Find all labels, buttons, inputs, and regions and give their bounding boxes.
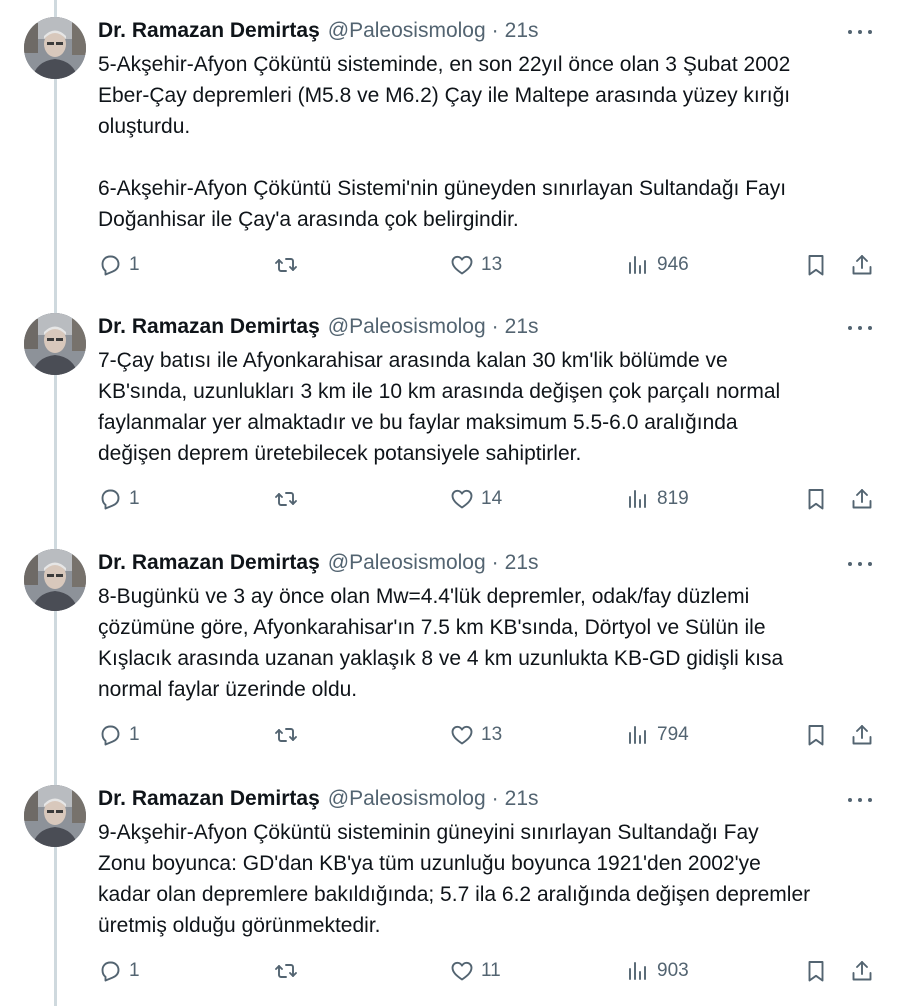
action-bar <box>98 484 888 514</box>
more-dot <box>858 30 862 34</box>
reply-icon <box>98 723 122 747</box>
bookmark-button[interactable] <box>804 250 828 280</box>
like-count: 14 <box>481 488 503 509</box>
avatar-image <box>24 313 86 375</box>
reply-count: 1 <box>129 488 140 509</box>
bookmark-icon <box>804 487 828 511</box>
tweet-header <box>98 784 539 814</box>
like-button[interactable] <box>450 720 502 750</box>
avatar-image <box>24 17 86 79</box>
avatar[interactable] <box>24 549 86 611</box>
more-dot <box>848 798 852 802</box>
like-button[interactable] <box>450 956 501 986</box>
author-name[interactable]: Dr. Ramazan Demirtaş <box>98 787 320 810</box>
more-dot <box>858 798 862 802</box>
tweet-header <box>98 312 539 342</box>
author-name[interactable]: Dr. Ramazan Demirtaş <box>98 19 320 42</box>
bookmark-icon <box>804 723 828 747</box>
reply-icon <box>98 959 122 983</box>
tweet-paragraph: 9-Akşehir-Afyon Çöküntü sisteminin güneyini sınırlayan Sultandağı Fay Zonu boyunca: GD'dan KB'ya tüm uzunluğu boyunca 1921'den 2002'ye kadar olan depremlere bakıldığında; 5.7 ila 6.2 aralığında değişen depremler üretmiş olduğu görünmektedir. <box>98 821 811 937</box>
timestamp[interactable]: 21s <box>504 787 539 810</box>
views-count: 903 <box>657 960 689 981</box>
bookmark-button[interactable] <box>804 484 828 514</box>
bookmark-icon <box>804 959 828 983</box>
more-dot <box>868 562 872 566</box>
reply-button[interactable] <box>98 956 140 986</box>
separator-dot: · <box>491 551 499 574</box>
more-dot <box>848 562 852 566</box>
reply-count: 1 <box>129 254 140 275</box>
retweet-icon <box>274 487 298 511</box>
action-bar <box>98 250 888 280</box>
author-handle[interactable]: @Paleosismolog <box>327 19 486 42</box>
avatar[interactable] <box>24 17 86 79</box>
views-icon <box>626 959 650 983</box>
like-button[interactable] <box>450 484 502 514</box>
share-button[interactable] <box>850 484 874 514</box>
bookmark-button[interactable] <box>804 720 828 750</box>
heart-icon <box>450 959 474 983</box>
tweet[interactable] <box>0 0 902 296</box>
timestamp[interactable]: 21s <box>504 19 539 42</box>
tweet-text <box>98 49 888 235</box>
more-dot <box>868 30 872 34</box>
share-button[interactable] <box>850 720 874 750</box>
more-icon[interactable] <box>848 554 872 574</box>
reply-button[interactable] <box>98 484 140 514</box>
more-dot <box>858 562 862 566</box>
avatar[interactable] <box>24 785 86 847</box>
tweet[interactable] <box>0 296 902 532</box>
more-dot <box>868 798 872 802</box>
reply-button[interactable] <box>98 250 140 280</box>
views-button[interactable] <box>626 250 689 280</box>
retweet-button[interactable] <box>274 720 305 750</box>
share-icon <box>850 253 874 277</box>
action-bar <box>98 720 888 750</box>
tweet-text <box>98 581 888 705</box>
heart-icon <box>450 253 474 277</box>
share-button[interactable] <box>850 250 874 280</box>
tweet[interactable] <box>0 532 902 768</box>
views-icon <box>626 253 650 277</box>
separator-dot: · <box>491 787 499 810</box>
reply-icon <box>98 253 122 277</box>
retweet-button[interactable] <box>274 484 305 514</box>
heart-icon <box>450 487 474 511</box>
timestamp[interactable]: 21s <box>504 551 539 574</box>
tweet-header <box>98 16 539 46</box>
views-icon <box>626 487 650 511</box>
more-icon[interactable] <box>848 318 872 338</box>
tweet-header <box>98 548 539 578</box>
tweet-text <box>98 817 888 941</box>
views-count: 819 <box>657 488 689 509</box>
like-button[interactable] <box>450 250 502 280</box>
retweet-icon <box>274 253 298 277</box>
reply-button[interactable] <box>98 720 140 750</box>
author-handle[interactable]: @Paleosismolog <box>327 551 486 574</box>
retweet-icon <box>274 959 298 983</box>
share-button[interactable] <box>850 956 874 986</box>
tweet[interactable] <box>0 768 902 1006</box>
avatar-image <box>24 549 86 611</box>
like-count: 13 <box>481 724 503 745</box>
share-icon <box>850 723 874 747</box>
separator-dot: · <box>491 315 499 338</box>
tweet-paragraph: 6-Akşehir-Afyon Çöküntü Sistemi'nin güneyden sınırlayan Sultandağı Fayı Doğanhisar ile Çay'a arasında çok belirgindir. <box>98 177 787 231</box>
share-icon <box>850 959 874 983</box>
tweet-text <box>98 345 888 469</box>
author-name[interactable]: Dr. Ramazan Demirtaş <box>98 551 320 574</box>
like-count: 13 <box>481 254 503 275</box>
views-button[interactable] <box>626 484 689 514</box>
views-icon <box>626 723 650 747</box>
timestamp[interactable]: 21s <box>504 315 539 338</box>
author-name[interactable]: Dr. Ramazan Demirtaş <box>98 315 320 338</box>
more-dot <box>868 326 872 330</box>
tweet-paragraph: 5-Akşehir-Afyon Çöküntü sisteminde, en son 22yıl önce olan 3 Şubat 2002 Eber-Çay depremleri (M5.8 ve M6.2) Çay ile Maltepe arasında yüzey kırığı oluşturdu. <box>98 53 791 138</box>
avatar-image <box>24 785 86 847</box>
share-icon <box>850 487 874 511</box>
avatar[interactable] <box>24 313 86 375</box>
action-bar <box>98 956 888 986</box>
bookmark-button[interactable] <box>804 956 828 986</box>
more-dot <box>858 326 862 330</box>
views-button[interactable] <box>626 720 689 750</box>
more-dot <box>848 30 852 34</box>
separator-dot: · <box>491 19 499 42</box>
tweet-paragraph: 7-Çay batısı ile Afyonkarahisar arasında kalan 30 km'lik bölümde ve KB'sında, uzunlukları 3 km ile 10 km arasında değişen çok parçalı normal faylanmalar yer almaktadır ve bu faylar maksimum 5.5-6.0 aralığında değişen deprem üretebilecek potansiyele sahiptirler. <box>98 349 781 465</box>
more-icon[interactable] <box>848 790 872 810</box>
views-count: 946 <box>657 254 689 275</box>
heart-icon <box>450 723 474 747</box>
reply-count: 1 <box>129 724 140 745</box>
retweet-button[interactable] <box>274 250 305 280</box>
views-count: 794 <box>657 724 689 745</box>
author-handle[interactable]: @Paleosismolog <box>327 787 486 810</box>
reply-count: 1 <box>129 960 140 981</box>
author-handle[interactable]: @Paleosismolog <box>327 315 486 338</box>
more-icon[interactable] <box>848 22 872 42</box>
retweet-button[interactable] <box>274 956 305 986</box>
more-dot <box>848 326 852 330</box>
retweet-icon <box>274 723 298 747</box>
bookmark-icon <box>804 253 828 277</box>
tweet-paragraph: 8-Bugünkü ve 3 ay önce olan Mw=4.4'lük depremler, odak/fay düzlemi çözümüne göre, Afyonkarahisar'ın 7.5 km KB'sında, Dörtyol ve Sülün ile Kışlacık arasında uzanan yaklaşık 8 ve 4 km uzunlukta KB-GD gidişli kısa normal faylar üzerinde oldu. <box>98 585 784 701</box>
views-button[interactable] <box>626 956 689 986</box>
reply-icon <box>98 487 122 511</box>
like-count: 11 <box>481 960 501 981</box>
